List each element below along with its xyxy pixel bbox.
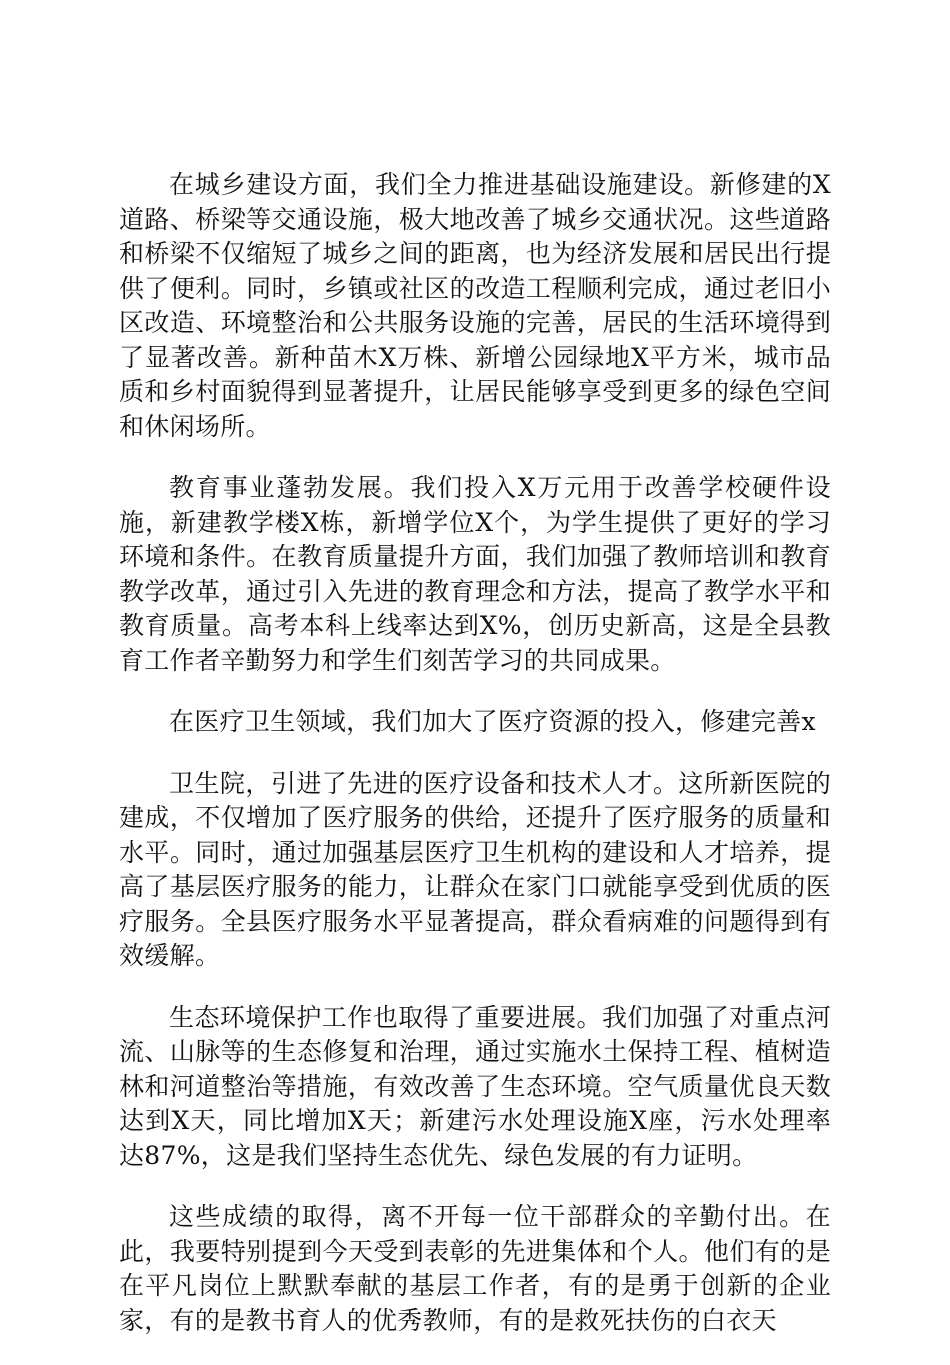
document-body [119,168,831,1365]
paragraph-urban-rural-construction: 在城乡建设方面，我们全力推进基础设施建设。新修建的X道路、桥梁等交通设施，极大地改善了城乡交通状况。这些道路和桥梁不仅缩短了城乡之间的距离，也为经济发展和居民出行提供了便利。同时，乡镇或社区的改造工程顺利完成，通过老旧小区改造、环境整治和公共服务设施的完善，居民的生活环境得到了显著改善。新种苗木X万株、新增公园绿地X平方米，城市品质和乡村面貌得到显著提升，让居民能够享受到更多的绿色空间和休闲场所。 [119,170,831,441]
paragraph-healthcare-intro: 在医疗卫生领域，我们加大了医疗资源的投入，修建完善x [169,707,816,736]
paragraph-acknowledgement: 这些成绩的取得，离不开每一位干部群众的辛勤付出。在此，我要特别提到今天受到表彰的先进集体和个人。他们有的是在平凡岗位上默默奉献的基层工作者，有的是勇于创新的企业家，有的是教书育人的优秀教师，有的是救死扶伤的白衣天 [119,1202,831,1335]
paragraph-healthcare: 卫生院，引进了先进的医疗设备和技术人才。这所新医院的建成，不仅增加了医疗服务的供给，还提升了医疗服务的质量和水平。同时，通过加强基层医疗卫生机构的建设和人才培养，提高了基层医疗服务的能力，让群众在家门口就能享受到优质的医疗服务。全县医疗服务水平显著提高，群众看病难的问题得到有效缓解。 [119,768,831,970]
paragraph-education: 教育事业蓬勃发展。我们投入X万元用于改善学校硬件设施，新建教学楼X栋，新增学位X个，为学生提供了更好的学习环境和条件。在教育质量提升方面，我们加强了教师培训和教育教学改革，通过引入先进的教育理念和方法，提高了教学水平和教育质量。高考本科上线率达到X%，创历史新高，这是全县教育工作者辛勤努力和学生们刻苦学习的共同成果。 [119,473,831,675]
paragraph-ecology: 生态环境保护工作也取得了重要进展。我们加强了对重点河流、山脉等的生态修复和治理，通过实施水土保持工程、植树造林和河道整治等措施，有效改善了生态环境。空气质量优良天数达到X天，同比增加X天；新建污水处理设施X座，污水处理率达87%，这是我们坚持生态优先、绿色发展的有力证明。 [119,1002,831,1170]
